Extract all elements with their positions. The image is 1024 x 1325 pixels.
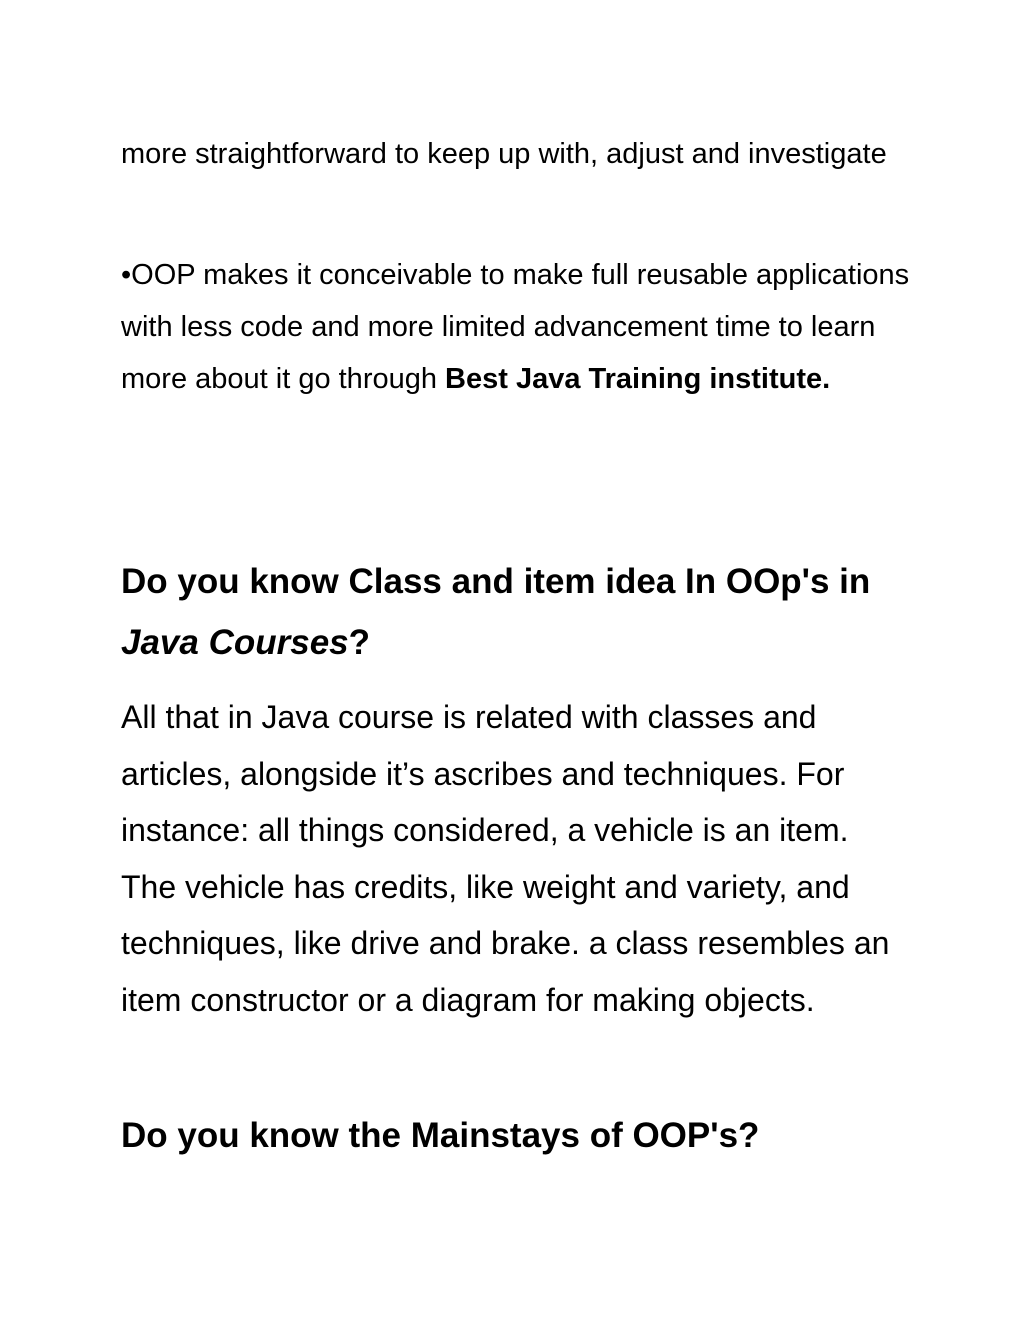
mainstays-heading-text: Do you know the Mainstays of OOP's? <box>121 1116 760 1155</box>
institute-link-text: Best Java Training institute. <box>445 363 831 395</box>
class-object-heading <box>121 551 911 673</box>
heading-question-mark: ? <box>348 623 371 662</box>
java-courses-emphasis: Java Courses <box>121 623 349 662</box>
mainstays-heading <box>121 1105 911 1166</box>
class-object-paragraph <box>121 689 911 1028</box>
paragraph-continuation-text: more straightforward to keep up with, adjust and investigate <box>121 138 887 170</box>
class-object-paragraph-text: All that in Java course is related with classes and articles, alongside it’s ascribes and techniques. For instance: all things considered, a vehicle is an item. The vehicle has credits, like weight and variety, and techniques, like drive and brake. a class resembles an item constructor or a diagram for making objects. <box>121 699 890 1018</box>
bullet-paragraph-text: •OOP makes it conceivable to make full reusable applications with less code and more limited advancement time to learn more about it go through <box>121 259 910 395</box>
bullet-paragraph <box>121 249 911 405</box>
class-object-heading-text: Do you know Class and item idea In OOp's in <box>121 562 871 601</box>
paragraph-continuation <box>121 128 911 180</box>
